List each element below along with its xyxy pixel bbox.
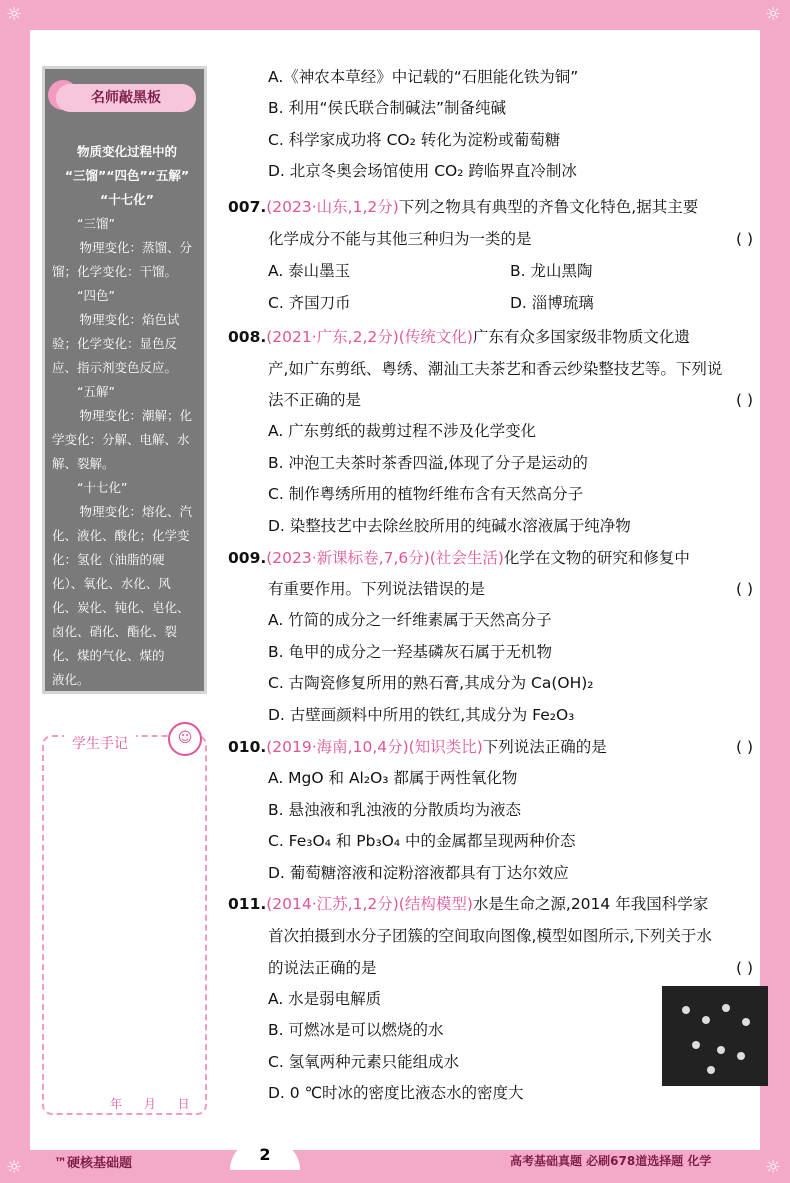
option: C. 古陶瓷修复所用的熟石膏,其成分为 Ca(OH)₂ (268, 674, 594, 692)
board-title: 名师敲黑板 (56, 84, 196, 112)
page-number: 2 (230, 1140, 300, 1170)
question-text: 产,如广东剪纸、粤绣、潮汕工夫茶艺和香云纱染整技艺等。下列说 (268, 360, 723, 378)
option: D. 0 ℃时冰的密度比液态水的密度大 (268, 1084, 524, 1102)
sun-icon: ☼ (765, 4, 782, 25)
board-line: 物理变化：焰色试 (79, 312, 180, 327)
board-line: “五解” (77, 384, 115, 399)
option: B. 悬浊液和乳浊液的分散质均为液态 (268, 801, 521, 819)
question-source: (2023·山东,1,2分) (266, 198, 399, 216)
board-line: 物理变化：潮解；化 (79, 408, 193, 423)
board-line: 物理变化：熔化、汽 (79, 504, 193, 519)
option: A. MgO 和 Al₂O₃ 都属于两性氧化物 (268, 769, 518, 787)
answer-blank[interactable]: ( ) (735, 391, 753, 409)
question-text: 广东有众多国家级非物质文化遗 (472, 328, 690, 346)
question-number: 009. (228, 549, 267, 567)
top-border (0, 0, 790, 30)
board-line: 化）、氧化、水化、风 (52, 576, 171, 591)
option: A. 广东剪纸的裁剪过程不涉及化学变化 (268, 422, 537, 440)
board-line: 验；化学变化：显色反 (52, 336, 178, 351)
question-008-stem (228, 322, 690, 354)
question-007-stem (228, 192, 698, 224)
question-text: 法不正确的是 (268, 391, 362, 409)
option: A. 泰山墨玉 (268, 262, 351, 280)
question-text: 下列之物具有典型的齐鲁文化特色,据其主要 (398, 198, 699, 216)
board-line: “三馏” (77, 216, 115, 231)
student-face-icon: ☺ (168, 722, 202, 756)
board-line: 液化。 (52, 672, 90, 687)
board-line: 化、煤的气化、煤的 (52, 648, 165, 663)
question-text: 下列说法正确的是 (482, 738, 607, 756)
question-source: (2021·广东,2,2分)(传统文化) (266, 328, 473, 346)
board-line: 卤化、硝化、酯化、裂 (52, 624, 178, 639)
option: B. 龟甲的成分之一羟基磷灰石属于无机物 (268, 643, 552, 661)
option: D. 葡萄糖溶液和淀粉溶液都具有丁达尔效应 (268, 864, 569, 882)
notes-title: 学生手记 (64, 733, 136, 753)
sun-icon: ☼ (6, 1157, 23, 1178)
board-line: 化、液化、酸化；化学变 (52, 528, 190, 543)
option: C. Fe₃O₄ 和 Pb₃O₄ 中的金属都呈现两种价态 (268, 832, 576, 850)
board-line: 解、裂解。 (52, 456, 115, 471)
answer-blank[interactable]: ( ) (735, 738, 753, 756)
option: D. 北京冬奥会场馆使用 CO₂ 跨临界直冷制冰 (268, 162, 577, 180)
footer-title: 高考基础真题 必刷678道选择题 化学 (510, 1154, 712, 1168)
board-text (52, 140, 202, 692)
option: C. 科学家成功将 CO₂ 转化为淀粉或葡萄糖 (268, 131, 561, 149)
sun-icon: ☼ (6, 4, 23, 25)
board-line: 化、炭化、钝化、皂化、 (52, 600, 190, 615)
left-border (0, 30, 30, 1150)
question-011-stem (228, 889, 708, 921)
option: C. 制作粤绣所用的植物纤维布含有天然高分子 (268, 485, 584, 503)
board-line: 应、指示剂变色反应。 (52, 360, 178, 375)
question-text: 首次拍摄到水分子团簇的空间取向图像,模型如图所示,下列关于水 (268, 927, 712, 945)
option: D. 古壁画颜料中所用的铁红,其成分为 Fe₂O₃ (268, 706, 575, 724)
question-text: 有重要作用。下列说法错误的是 (268, 580, 486, 598)
water-cluster-image (662, 986, 768, 1086)
board-heading: “三馏”“四色”“五解” (64, 168, 190, 183)
option: D. 淄博琉璃 (510, 294, 594, 312)
answer-blank[interactable]: ( ) (735, 230, 753, 248)
question-number: 007. (228, 198, 267, 216)
option: A. 水是弱电解质 (268, 990, 382, 1008)
question-text: 水是生命之源,2014 年我国科学家 (472, 895, 709, 913)
student-notes-box[interactable] (42, 735, 207, 1115)
board-line: “四色” (77, 288, 115, 303)
question-text: 化学在文物的研究和修复中 (503, 549, 690, 567)
right-border (760, 30, 790, 1150)
board-line: 学变化：分解、电解、水 (52, 432, 190, 447)
question-009-stem (228, 543, 690, 575)
question-source: (2023·新课标卷,7,6分)(社会生活) (266, 549, 504, 567)
question-text: 化学成分不能与其他三种归为一类的是 (268, 230, 532, 248)
option: C. 齐国刀币 (268, 294, 351, 312)
option: A.《神农本草经》中记载的“石胆能化铁为铜” (268, 68, 579, 86)
answer-blank[interactable]: ( ) (735, 959, 753, 977)
option: D. 染整技艺中去除丝胶所用的纯碱水溶液属于纯净物 (268, 517, 631, 535)
option: B. 可燃冰是可以燃烧的水 (268, 1021, 444, 1039)
option: B. 利用“侯氏联合制碱法”制备纯碱 (268, 99, 507, 117)
board-line: 化：氢化（油脂的硬 (52, 552, 165, 567)
question-number: 008. (228, 328, 267, 346)
footer-brand: ™硬核基础题 (54, 1156, 133, 1171)
board-line: 馏；化学变化：干馏。 (52, 264, 178, 279)
option: B. 龙山黑陶 (510, 262, 593, 280)
option: A. 竹简的成分之一纤维素属于天然高分子 (268, 611, 552, 629)
notes-date: 年 月 日 (110, 1097, 190, 1111)
question-number: 011. (228, 895, 267, 913)
board-line: “十七化” (77, 480, 128, 495)
sun-icon: ☼ (765, 1157, 782, 1178)
question-source: (2014·江苏,1,2分)(结构模型) (266, 895, 473, 913)
board-heading: “十七化” (100, 192, 154, 207)
question-source: (2019·海南,10,4分)(知识类比) (266, 738, 483, 756)
option: C. 氢氧两种元素只能组成水 (268, 1053, 460, 1071)
question-text: 的说法正确的是 (268, 959, 377, 977)
answer-blank[interactable]: ( ) (735, 580, 753, 598)
question-010-stem (228, 732, 607, 764)
board-line: 物理变化：蒸馏、分 (79, 240, 193, 255)
option: B. 冲泡工夫茶时茶香四溢,体现了分子是运动的 (268, 454, 588, 472)
board-heading: 物质变化过程中的 (76, 144, 177, 159)
question-number: 010. (228, 738, 267, 756)
